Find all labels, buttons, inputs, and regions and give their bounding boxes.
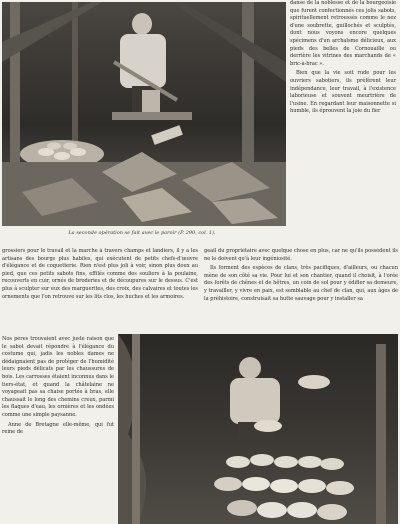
text-column-left-mid xyxy=(2,248,198,332)
paragraph: grossiers pour le travail et la marche à travers champs et landiers, il y a les artisans des bourgs plus habiles, qui exécutent de petits chefs-d'œuvre d'élégance et de coquetterie. Rien n'est plus joli à voir, sinon plus doux au pied, que ces petits sabots fins, effilés comme des souliers à la poulaine, recouverts en cuir, ornés de broderies et de découpures sur le dessus. C'est plus à sculpter sur eux des marguerites, des croix, des calvaires et toutes les ornements que l'on retrouve sur les lits clos, les huches et les armoires. xyxy=(2,248,198,300)
paragraph: Ils forment des espèces de clans, très pacifiques, d'ailleurs, ou chacun mène de son côté sa vie. Pour lui et son chantier, quand il choisit, à l'orée des forêts de chênes et de hêtres, un coin de sol pour y édifier sa demeure, y travailler, y vivre en paix, est semblable au chef de clan, qui, aux âges de la préhistoire, construisait sa hutte sauvage pour y installer sa xyxy=(204,265,398,302)
paragraph: geail du propriétaire avec quelque chose en plus, car ne qu'ils possèdent ils ne le doivent qu'à leur ingéniosité. xyxy=(204,248,398,262)
text-column-right-top xyxy=(290,0,396,246)
photo-sabotier-paroir xyxy=(2,2,286,226)
text-column-right-mid xyxy=(204,248,398,332)
paragraph: danse de la noblesse et de la bourgeoisie que furent confectionnés ces jolis sabots, spirituellement retroussés comme le nez d'une soubrette, guillochés et sculptés, dont nous voyons encore quelques spécimens d'un archaïsme délicieux, aux pieds des belles de Cornouaille ou derrière les vitrines des marchands de « bric-à-brac ». xyxy=(290,0,396,67)
paragraph: Nos pères trouvaient avec juste raison que le sabot devait répondre à l'élégance du costume qui, jadis les nobles dames ne dédaignaient pas de protéger de l'humidité leurs pieds délicats par les chaussures de bois. Les carrosses étaient inconnus dans le tiers-état, et quand la châtelaine ne voyageait pas sa chaise portée à bras, elle chaussait le long des chemins creux, parmi les flaques d'eau, les ornières et les ondées comme une simple paysanne. xyxy=(2,336,114,418)
photo-sabotier-carving-image xyxy=(118,334,398,524)
photo-sabotier-carving xyxy=(118,334,398,524)
text-column-left-bottom xyxy=(2,336,114,524)
caption-photo-top: La seconde opération se fait avec le paroir (P. 290, col. 1). xyxy=(68,230,216,236)
photo-sabotier-paroir-image xyxy=(2,2,286,226)
paragraph: Anne de Bretagne elle-même, qui fut reine de xyxy=(2,421,114,436)
paragraph: Bien que la vie soit rude pour les ouvriers sabotiers, ils préfèrent leur indépendance, leur travail, à l'existence laborieuse et souvent meurtrière de l'usine. En regardant leur maisonnette si humble, ils éprouvent la joie du fier xyxy=(290,70,396,115)
